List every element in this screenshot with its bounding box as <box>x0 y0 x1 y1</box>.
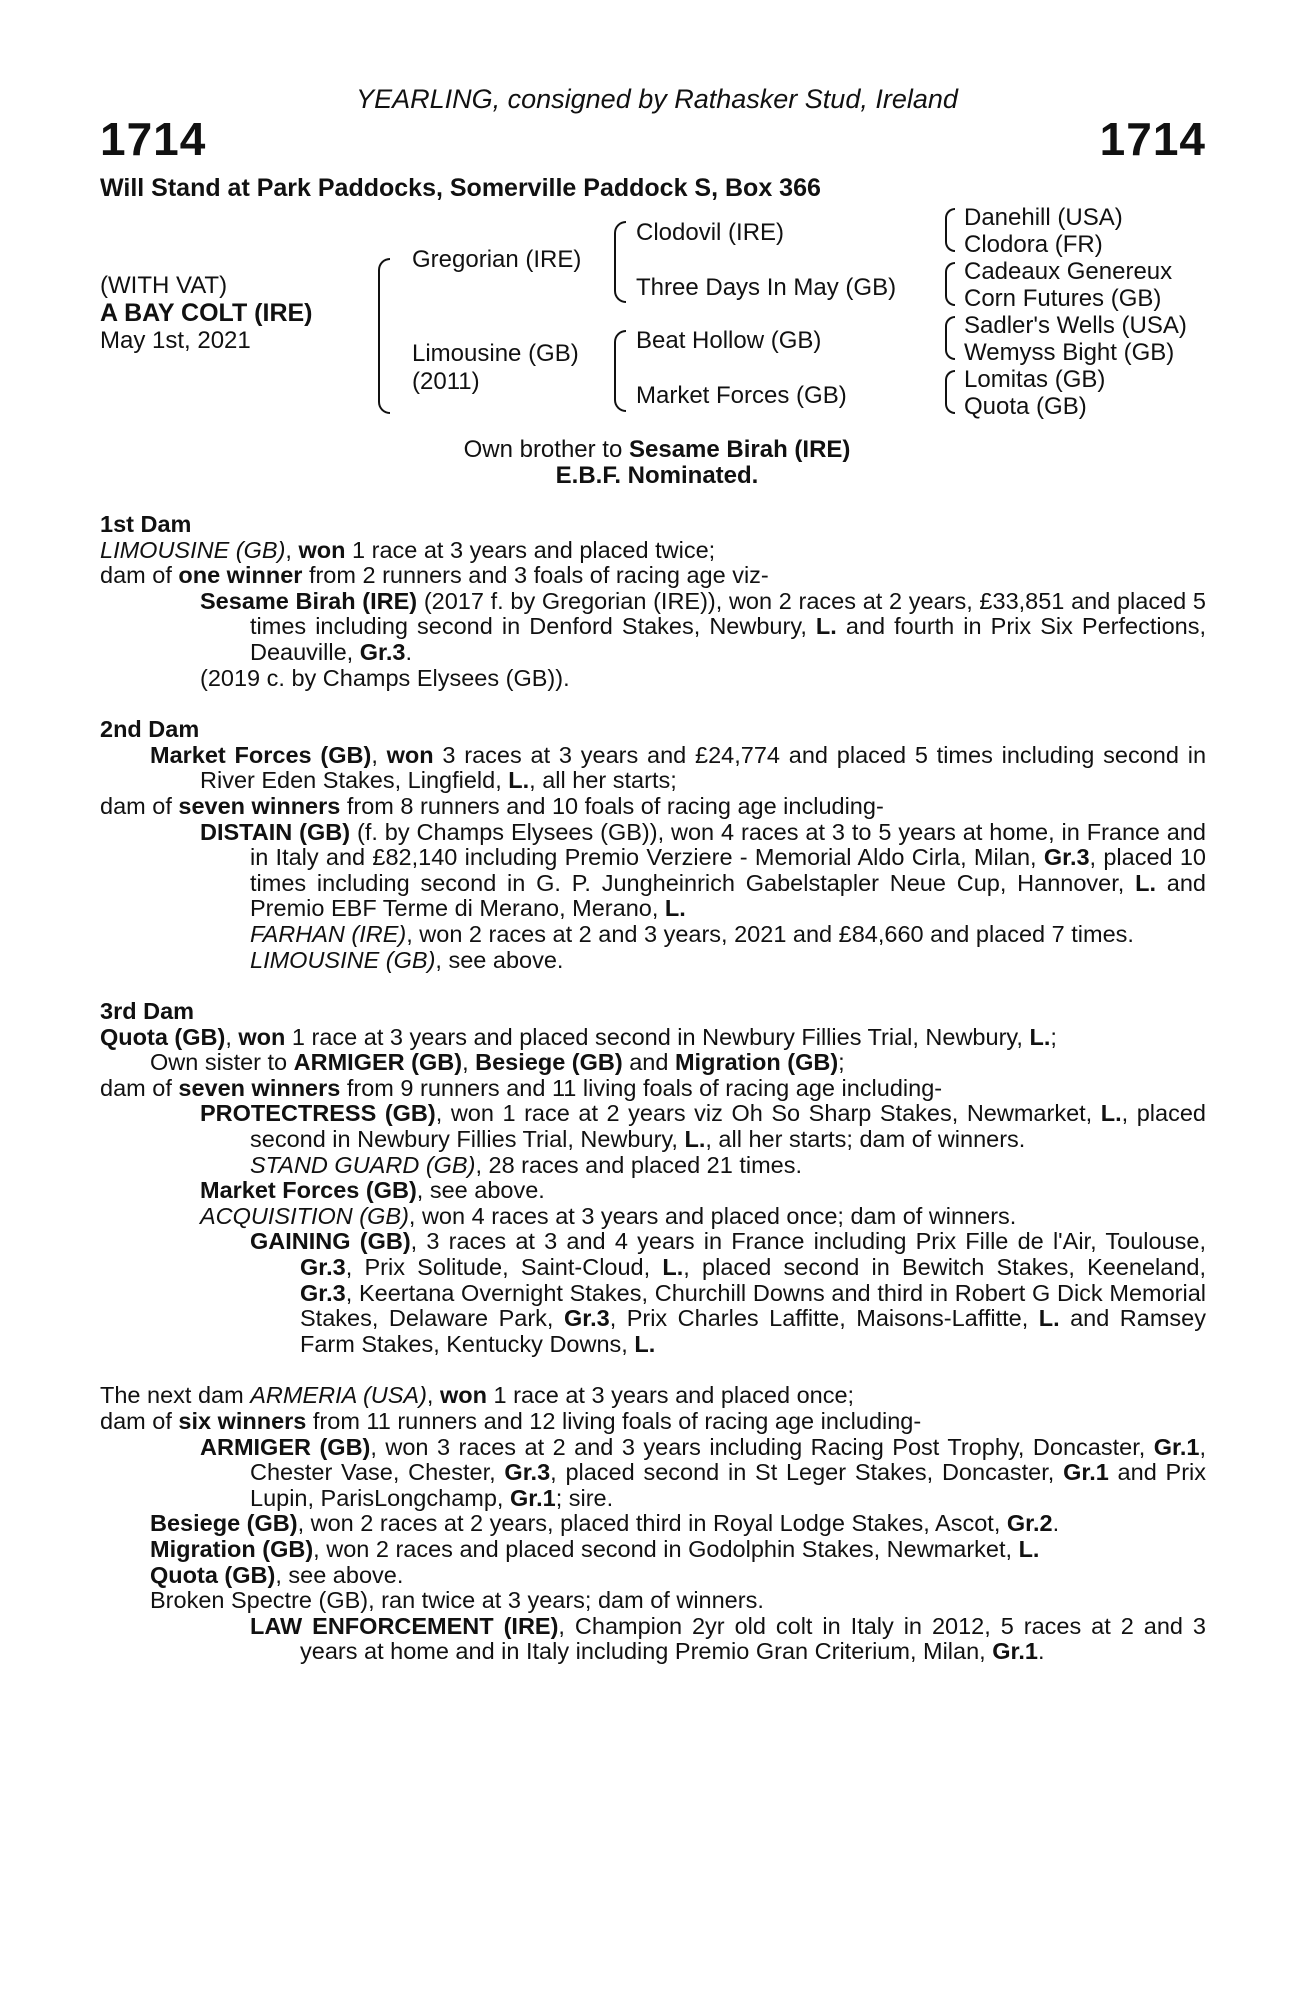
dam-year: (2011) <box>412 368 480 395</box>
dam1-produce-summary: dam of one winner from 2 runners and 3 foals of racing age viz- <box>100 562 769 589</box>
dam1-produce-item: Sesame Birah (IRE) (2017 f. by Gregorian (IRE)), won 2 races at 2 years, £33,851 and placed 5 times including second in Denford Stakes, Newbury, L. and fourth in Prix Six Perfections, Deauville, Gr.3. <box>200 587 1206 665</box>
dam3-record: Quota (GB), won 1 race at 3 years and placed second in Newbury Fillies Trial, Newbury, L.; <box>100 1023 1057 1050</box>
dam-sire: Beat Hollow (GB) <box>636 327 822 354</box>
horse-name: A BAY COLT (IRE) <box>100 299 313 327</box>
dam2-produce-summary: dam of seven winners from 8 runners and 10 foals of racing age including- <box>100 792 884 819</box>
pedigree-brace-ss <box>945 208 955 252</box>
sire: Gregorian (IRE) <box>412 246 582 273</box>
ds-dam: Wemyss Bight (GB) <box>964 339 1175 366</box>
dam3-produce-item: ACQUISITION (GB), won 4 races at 3 years and placed once; dam of winners. <box>200 1202 1017 1229</box>
dam2-produce-item: DISTAIN (GB) (f. by Champs Elysees (GB)), won 4 races at 3 to 5 years at home, in France and in Italy and £82,140 including Premio Verziere - Memorial Aldo Cirla, Milan, Gr.3, placed 10 times including second in G. P. Jungheinrich Gabelstapler Neue Cup, Hannover, L. and Premio EBF Terme di Merano, Merano, L. <box>200 818 1206 922</box>
dam3-produce-summary: dam of seven winners from 9 runners and 11 living foals of racing age including- <box>100 1074 943 1101</box>
dam2-produce-item: FARHAN (IRE), won 2 races at 2 and 3 years, 2021 and £84,660 and placed 7 times. <box>250 920 1134 947</box>
dam3-sister-note: Own sister to ARMIGER (GB), Besiege (GB) and Migration (GB); <box>150 1049 845 1076</box>
dam3-produce-item: STAND GUARD (GB), 28 races and placed 21 times. <box>250 1151 803 1178</box>
catalogue-body <box>100 512 1206 1665</box>
dam3-produce-item: Market Forces (GB), see above. <box>200 1177 545 1204</box>
ebf-note: E.B.F. Nominated. <box>555 462 759 489</box>
pedigree-brace-sire <box>614 221 626 303</box>
ds-sire: Sadler's Wells (USA) <box>964 312 1187 339</box>
dam4-produce-item: Quota (GB), see above. <box>150 1561 404 1588</box>
lot-number-right: 1714 <box>1099 113 1206 165</box>
ss-sire: Danehill (USA) <box>964 204 1123 231</box>
dam3-grandproduce-item: GAINING (GB), 3 races at 3 and 4 years in France including Prix Fille de l'Air, Toulouse, Gr.3, Prix Solitude, Saint-Cloud, L., placed second in Bewitch Stakes, Keeneland, Gr.3, Keertana Overnight Stakes, Churchill Downs and third in Robert G Dick Memorial Stakes, Delaware Park, Gr.3, Prix Charles Laffitte, Maisons-Laffitte, L. and Ramsey Farm Stakes, Kentucky Downs, L. <box>250 1228 1207 1357</box>
pedigree-brace-ds <box>945 316 955 360</box>
section-heading-1st-dam: 1st Dam <box>100 511 192 537</box>
dam4-produce-item: Besiege (GB), won 2 races at 2 years, placed third in Royal Lodge Stakes, Ascot, Gr.2. <box>150 1510 1060 1537</box>
own-brother-note: Own brother to Sesame Birah (IRE) <box>463 436 851 463</box>
consigned-by: YEARLING, consigned by Rathasker Stud, Ireland <box>356 84 958 114</box>
dam4-grandproduce-item: LAW ENFORCEMENT (IRE), Champion 2yr old colt in Italy in 2012, 5 races at 2 and 3 years at home and in Italy including Premio Gran Criterium, Milan, Gr.1. <box>250 1612 1206 1665</box>
sd-sire: Cadeaux Genereux <box>964 258 1173 285</box>
dam: Limousine (GB) <box>412 340 579 367</box>
dam1-record: LIMOUSINE (GB), won 1 race at 3 years and placed twice; <box>100 536 716 563</box>
lot-number-left: 1714 <box>100 113 207 165</box>
section-heading-2nd-dam: 2nd Dam <box>100 716 200 743</box>
dam2-record: Market Forces (GB), won 3 races at 3 years and £24,774 and placed 5 times including second in River Eden Stakes, Lingfield, L., all her starts; <box>150 741 1207 794</box>
pedigree-brace-sd <box>945 262 955 306</box>
dam1-produce-item: (2019 c. by Champs Elysees (GB)). <box>200 664 570 691</box>
sire-dam: Three Days In May (GB) <box>636 274 897 301</box>
dam4-produce-item: ARMIGER (GB), won 3 races at 2 and 3 years including Racing Post Trophy, Doncaster, Gr.1, Chester Vase, Chester, Gr.3, placed second in St Leger Stakes, Doncaster, Gr.1 and Prix Lupin, ParisLongchamp, Gr.1; sire. <box>200 1433 1207 1511</box>
dd-sire: Lomitas (GB) <box>964 366 1106 393</box>
vat-note: (WITH VAT) <box>100 272 228 299</box>
dam4-produce-item: Migration (GB), won 2 races and placed second in Godolphin Stakes, Newmarket, L. <box>150 1535 1040 1562</box>
dd-dam: Quota (GB) <box>964 393 1087 420</box>
pedigree-brace-dd <box>945 370 955 414</box>
dam4-produce-summary: dam of six winners from 11 runners and 12 living foals of racing age including- <box>100 1408 922 1434</box>
ss-dam: Clodora (FR) <box>964 231 1103 258</box>
horse-dob: May 1st, 2021 <box>100 327 251 354</box>
sd-dam: Corn Futures (GB) <box>964 285 1162 312</box>
pedigree-brace-main <box>378 258 390 414</box>
dam4-record: The next dam ARMERIA (USA), won 1 race at 3 years and placed once; <box>100 1382 855 1409</box>
dam2-produce-item: LIMOUSINE (GB), see above. <box>250 946 564 973</box>
dam-dam: Market Forces (GB) <box>636 382 847 409</box>
stand-location: Will Stand at Park Paddocks, Somerville Paddock S, Box 366 <box>100 174 821 202</box>
sire-sire: Clodovil (IRE) <box>636 219 785 246</box>
section-heading-3rd-dam: 3rd Dam <box>100 998 195 1025</box>
dam4-produce-item: Broken Spectre (GB), ran twice at 3 years; dam of winners. <box>150 1587 764 1614</box>
dam3-produce-item: PROTECTRESS (GB), won 1 race at 2 years viz Oh So Sharp Stakes, Newmarket, L., placed second in Newbury Fillies Trial, Newbury, L., all her starts; dam of winners. <box>200 1100 1206 1153</box>
pedigree-brace-dam <box>614 330 626 412</box>
